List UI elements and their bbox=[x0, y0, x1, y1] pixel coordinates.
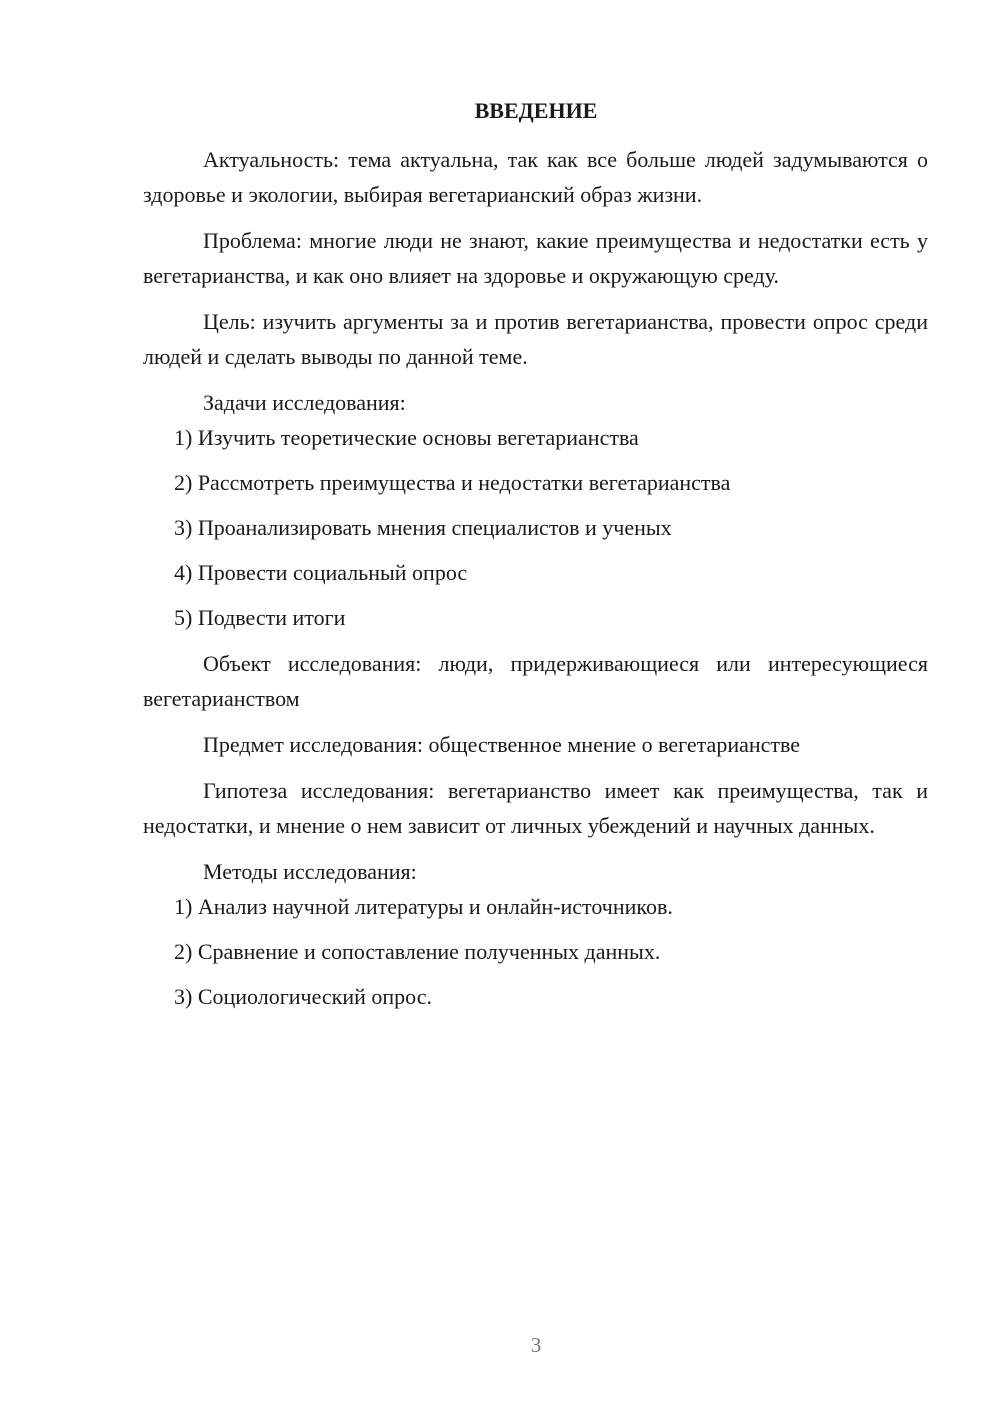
page-title: ВВЕДЕНИЕ bbox=[474, 98, 598, 123]
list-item: 5) Подвести итоги bbox=[174, 605, 346, 630]
paragraph-goal: Цель: изучить аргументы за и против вегетарианства, провести опрос среди людей и сделать выводы по данной теме. bbox=[143, 309, 928, 369]
paragraph-relevance: Актуальность: тема актуальна, так как все больше людей задумываются о здоровье и экологии, выбирая вегетарианский образ жизни. bbox=[143, 147, 928, 207]
methods-heading: Методы исследования: bbox=[203, 859, 417, 884]
list-item: 3) Социологический опрос. bbox=[174, 984, 432, 1009]
list-item: 1) Анализ научной литературы и онлайн-источников. bbox=[174, 894, 673, 919]
list-item: 2) Рассмотреть преимущества и недостатки вегетарианства bbox=[174, 470, 731, 495]
paragraph-hypothesis: Гипотеза исследования: вегетарианство имеет как преимущества, так и недостатки, и мнение о нем зависит от личных убеждений и научных данных. bbox=[143, 778, 928, 838]
list-item: 4) Провести социальный опрос bbox=[174, 560, 468, 585]
list-item: 1) Изучить теоретические основы вегетарианства bbox=[174, 425, 639, 450]
paragraph-subject: Предмет исследования: общественное мнение о вегетарианстве bbox=[203, 732, 801, 757]
methods-list bbox=[143, 889, 928, 1014]
list-item: 2) Сравнение и сопоставление полученных данных. bbox=[174, 939, 661, 964]
tasks-heading: Задачи исследования: bbox=[203, 390, 406, 415]
list-item: 3) Проанализировать мнения специалистов и ученых bbox=[174, 515, 672, 540]
document-body bbox=[143, 142, 928, 1014]
tasks-list bbox=[143, 420, 928, 635]
page-number: 3 bbox=[530, 1333, 542, 1357]
paragraph-problem: Проблема: многие люди не знают, какие преимущества и недостатки есть у вегетарианства, и как оно влияет на здоровье и окружающую среду. bbox=[143, 228, 928, 288]
paragraph-object: Объект исследования: люди, придерживающиеся или интересующиеся вегетарианством bbox=[143, 651, 928, 711]
